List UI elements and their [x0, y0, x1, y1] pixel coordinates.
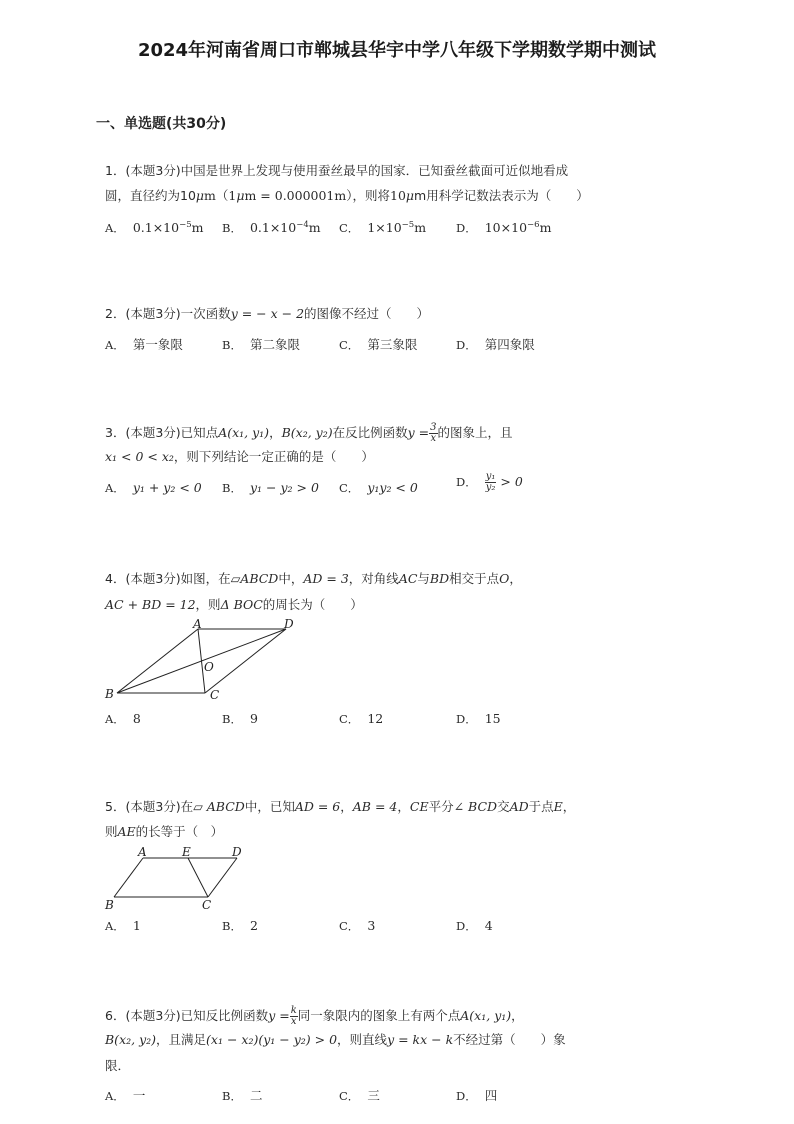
label-c: C	[210, 688, 220, 702]
option-d[interactable]: D． 四	[456, 1088, 498, 1103]
fraction: $\frac{\text{y₁}}{\text{y₂}}$	[485, 471, 496, 493]
option-c[interactable]: C． $1\times 10^{-5}m$	[339, 220, 427, 236]
label-o: O	[204, 660, 214, 674]
question-5-line-1: 5．(本题3分)在▱ ABCD中，已知AD = 6，AB = 4，CE平分∠ BCD交AD于点E，	[105, 799, 576, 814]
question-6-line-1: 6．(本题3分)已知反比例函数y = $\frac{k}{x}$ 同一象限内的图象上有两个点A(x₁, y₁)，	[105, 1005, 524, 1027]
question-4-line-1: 4．(本题3分)如图，在▱ABCD中，AD = 3，对角线AC与BD相交于点O，	[105, 571, 522, 586]
option-d[interactable]: D． $\frac{\text{y₁}}{\text{y₂}}$ > 0	[456, 471, 523, 493]
label-b: B	[105, 898, 114, 912]
question-1-line-2: 圆，直径约为10μm（1μm = 0.000001m），则将10μm用科学记数法表示为（ ）	[105, 188, 589, 203]
question-prefix: 1．(本题3分)	[105, 163, 181, 178]
option-b[interactable]: B． 2	[222, 918, 258, 933]
fraction: $\frac{k}{x}$	[290, 1005, 297, 1027]
option-b[interactable]: B． 第二象限	[222, 337, 300, 352]
option-b[interactable]: B． $0.1\times 10^{-4}m$	[222, 220, 321, 236]
option-d[interactable]: D． 第四象限	[456, 337, 535, 352]
question-text: 中国是世界上发现与使用蚕丝最早的国家．已知蚕丝截面可近似地看成	[180, 163, 569, 178]
option-a[interactable]: A． 1	[105, 918, 141, 933]
section-heading: 一、单选题(共30分)	[96, 116, 227, 132]
option-c[interactable]: C． 12	[339, 711, 384, 726]
option-c[interactable]: C． 三	[339, 1088, 380, 1103]
option-a[interactable]: A． 一	[105, 1088, 146, 1103]
question-4-line-2: AC + BD = 12，则Δ BOC的周长为（ ）	[105, 597, 363, 612]
label-b: B	[105, 687, 114, 701]
label-a: A	[138, 845, 147, 859]
parallelogram-figure-q5	[100, 843, 260, 913]
label-a: A	[193, 617, 202, 631]
option-c[interactable]: C． 第三象限	[339, 337, 418, 352]
question-1-line-1	[105, 165, 568, 178]
option-a[interactable]: A． y₁ + y₂ < 0	[105, 480, 202, 495]
option-c[interactable]: C． y₁y₂ < 0	[339, 480, 418, 495]
option-c[interactable]: C． 3	[339, 918, 376, 933]
parallelogram-figure-q4	[100, 615, 310, 705]
question-3-line-1: 3．(本题3分)已知点A(x₁, y₁)，B(x₂, y₂)在反比例函数y = $\frac{3}{x}$ 的图象上，且	[105, 422, 513, 444]
option-a[interactable]: A． 第一象限	[105, 337, 183, 352]
question-6-line-2: B(x₂, y₂)，且满足(x₁ − x₂)(y₁ − y₂) > 0，则直线y = kx − k不经过第（ ）象	[105, 1032, 566, 1047]
label-d: D	[284, 617, 294, 631]
label-c: C	[202, 898, 212, 912]
option-d[interactable]: D． 15	[456, 711, 501, 726]
fraction: $\frac{3}{x}$	[430, 422, 437, 444]
question-5-line-2: 则AE的长等于（ ）	[105, 824, 224, 839]
option-d[interactable]: D． 4	[456, 918, 493, 933]
option-b[interactable]: B． y₁ − y₂ > 0	[222, 480, 319, 495]
question-2-line-1: 2．(本题3分)一次函数y = − x − 2的图像不经过（ ）	[105, 306, 430, 321]
option-a[interactable]: A． $0.1\times 10^{-5}m$	[105, 220, 204, 236]
question-3-line-2: x₁ < 0 < x₂，则下列结论一定正确的是（ ）	[105, 449, 374, 464]
label-d: D	[232, 845, 242, 859]
question-6-line-3: 限．	[105, 1058, 131, 1073]
option-a[interactable]: A． 8	[105, 711, 141, 726]
option-b[interactable]: B． 二	[222, 1088, 263, 1103]
option-b[interactable]: B． 9	[222, 711, 258, 726]
page-title: 2024年河南省周口市郸城县华宇中学八年级下学期数学期中测试	[137, 40, 657, 61]
label-e: E	[182, 845, 191, 859]
option-d[interactable]: D． $10\times 10^{-6}m$	[456, 220, 552, 236]
